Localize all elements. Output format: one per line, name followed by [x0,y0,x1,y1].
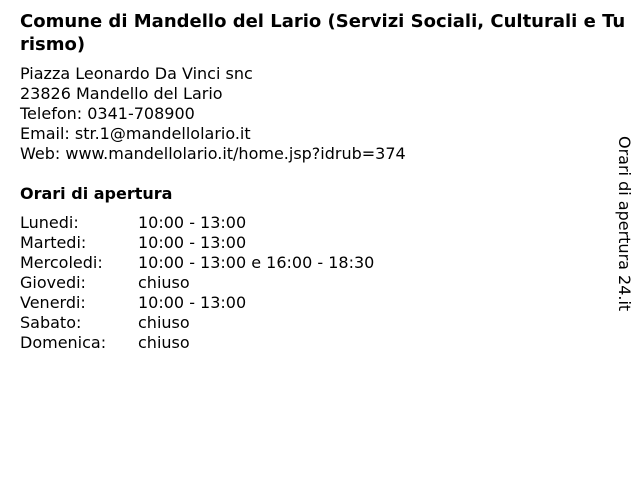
street-address: Piazza Leonardo Da Vinci snc [20,64,253,83]
page-title: Comune di Mandello del Lario (Servizi Sociali, Culturali e Turismo) [20,11,626,55]
day-hours: 10:00 - 13:00 [138,233,247,252]
day-label: Mercoledi: [20,253,103,272]
hours-row-martedi [20,233,374,253]
day-hours: chiuso [138,333,190,352]
day-label: Domenica: [20,333,107,352]
opening-hours-list [20,213,374,353]
hours-row-giovedi [20,273,374,293]
day-label: Giovedi: [20,273,86,292]
hours-row-lunedi [20,213,374,233]
day-label: Sabato: [20,313,82,332]
day-label: Martedi: [20,233,87,252]
day-hours: chiuso [138,313,190,332]
city-line: 23826 Mandello del Lario [20,84,223,103]
hours-row-sabato [20,313,374,333]
day-hours: 10:00 - 13:00 [138,213,247,232]
contact-block [20,64,406,164]
day-hours: chiuso [138,273,190,292]
email-line: Email: str.1@mandellolario.it [20,124,251,143]
day-label: Venerdi: [20,293,86,312]
phone-line: Telefon: 0341-708900 [20,104,195,123]
day-hours: 10:00 - 13:00 [138,293,247,312]
web-line: Web: www.mandellolario.it/home.jsp?idrub=374 [20,144,406,163]
hours-heading: Orari di apertura [20,184,173,203]
hours-row-domenica [20,333,374,353]
watermark-logo-text: Orari di apertura 24.it [615,136,634,312]
day-label: Lunedi: [20,213,79,232]
day-hours: 10:00 - 13:00 e 16:00 - 18:30 [138,253,375,272]
hours-row-mercoledi [20,253,374,273]
hours-row-venerdi [20,293,374,313]
